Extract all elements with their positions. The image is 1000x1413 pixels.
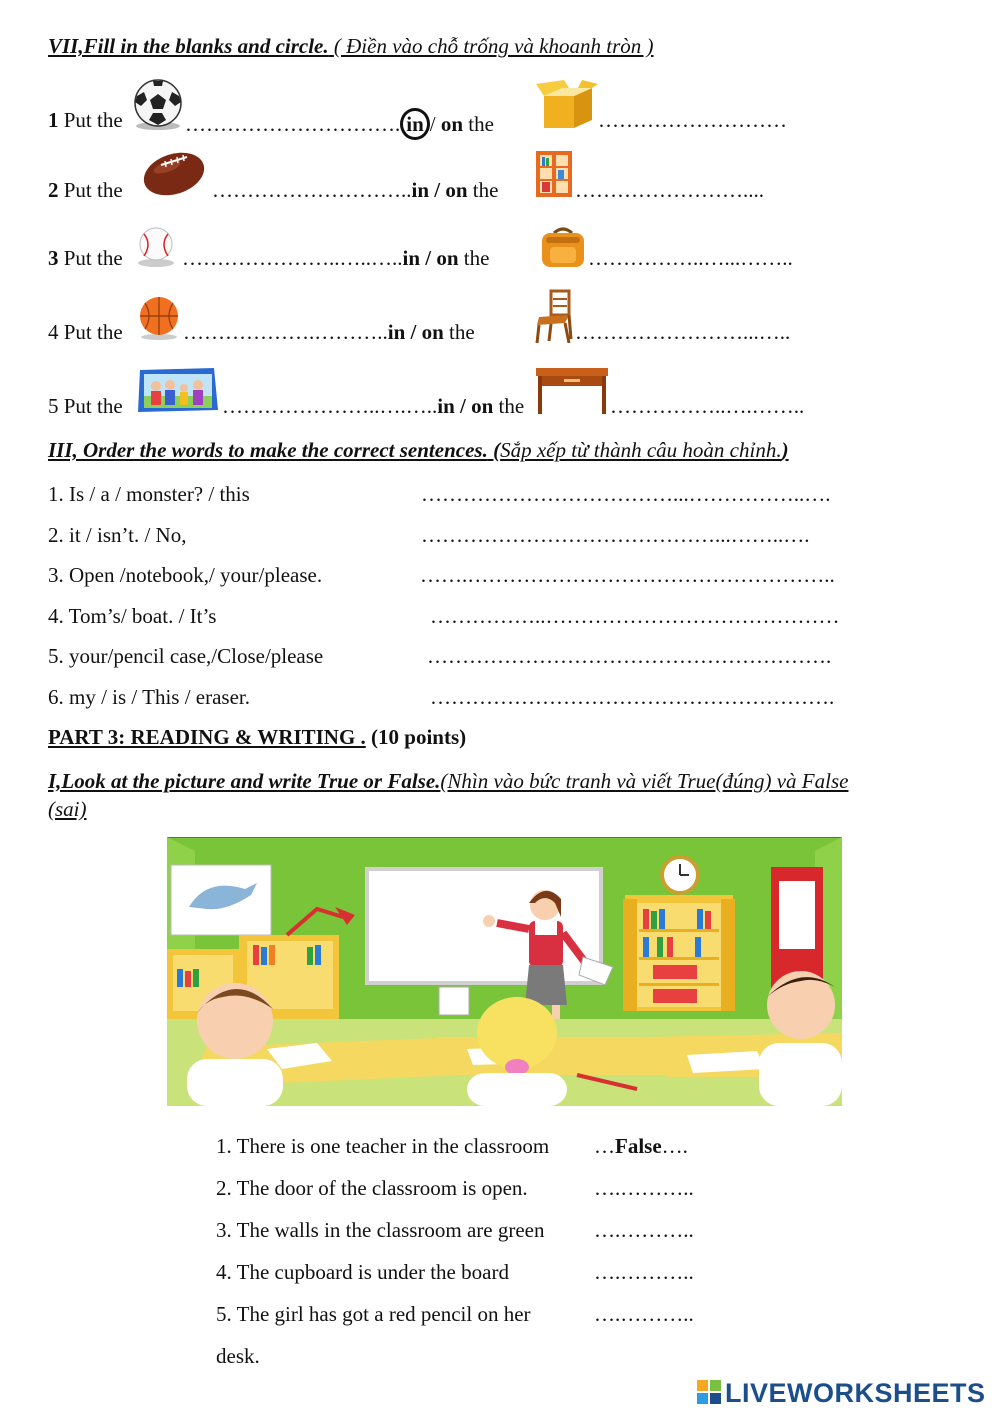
word-the: the bbox=[498, 394, 525, 418]
part3-title: PART 3: READING & WRITING . bbox=[48, 725, 366, 749]
row-number: 4 bbox=[48, 320, 59, 344]
tf-question-text: 3. The walls in the classroom are green bbox=[216, 1218, 545, 1242]
liveworksheets-logo bbox=[725, 1378, 986, 1409]
desk-icon bbox=[534, 364, 610, 416]
paren-open: ( bbox=[487, 438, 501, 462]
word-the: the bbox=[463, 246, 490, 270]
row2-text bbox=[212, 178, 498, 203]
row1-text bbox=[185, 108, 494, 140]
order-item-1 bbox=[48, 482, 250, 507]
part3-heading bbox=[48, 725, 466, 750]
answer-blank[interactable]: …………………..….….. bbox=[222, 394, 438, 418]
row5-answer-blank[interactable] bbox=[610, 394, 804, 419]
order-item-5 bbox=[48, 644, 323, 669]
option-in-on[interactable]: in / on bbox=[437, 394, 494, 418]
row4-answer-blank[interactable] bbox=[575, 320, 790, 345]
order-answer-1[interactable] bbox=[421, 482, 831, 507]
rugby-ball-icon bbox=[141, 148, 207, 200]
basketball-icon bbox=[136, 296, 182, 342]
order-answer-5[interactable] bbox=[427, 644, 831, 669]
schoolbag-icon bbox=[538, 225, 588, 269]
order-prompt: 2. it / isn’t. / No, bbox=[48, 523, 187, 547]
tf-question-text: 5. The girl has got a red pencil on her bbox=[216, 1302, 531, 1326]
tf-question-3 bbox=[216, 1218, 545, 1243]
section-vii-title-vn: ( Điền vào chỗ trống và khoanh tròn ) bbox=[333, 34, 654, 58]
option-in-on[interactable]: in / on bbox=[387, 320, 444, 344]
row4-text bbox=[183, 320, 475, 345]
row-number: 1 bbox=[48, 108, 59, 132]
section-i-title-vn: (Nhìn vào bức tranh và viết True(đúng) và False bbox=[440, 769, 849, 793]
answer-blank[interactable]: ….……….. bbox=[594, 1218, 694, 1242]
cupboard bbox=[623, 895, 735, 1011]
row1-answer-blank[interactable] bbox=[598, 108, 787, 133]
baseball-icon bbox=[134, 226, 178, 268]
answer-blank[interactable]: ……………..…...…….. bbox=[588, 246, 793, 270]
order-item-3 bbox=[48, 563, 322, 588]
answer-blank[interactable]: ……………………………………...……..…. bbox=[421, 523, 810, 547]
answer-blank[interactable]: ……………….……….. bbox=[183, 320, 388, 344]
tf-question-5-cont bbox=[216, 1344, 260, 1369]
answer-blank[interactable]: …………………..…..….. bbox=[182, 246, 403, 270]
tf-question-text: 1. There is one teacher in the classroom bbox=[216, 1134, 550, 1158]
answer-blank[interactable]: …….…………………………………………….. bbox=[420, 563, 835, 587]
row-lead: Put the bbox=[63, 320, 123, 344]
option-in-on[interactable]: in / on bbox=[402, 246, 459, 270]
tf-question-text: desk. bbox=[216, 1344, 260, 1368]
tf-answer-2[interactable] bbox=[594, 1176, 694, 1201]
answer-pre: … bbox=[594, 1134, 615, 1158]
answer-blank[interactable]: ………………………………...……………..…. bbox=[421, 482, 831, 506]
row2-answer-blank[interactable] bbox=[575, 178, 764, 203]
fill-row-1 bbox=[48, 108, 123, 133]
answer-blank[interactable]: …………………………………………………. bbox=[430, 685, 835, 709]
order-prompt: 6. my / is / This / eraser. bbox=[48, 685, 251, 709]
row-lead: Put the bbox=[63, 108, 123, 132]
row-number: 2 bbox=[48, 178, 59, 202]
row-lead: Put the bbox=[63, 246, 123, 270]
answer-blank[interactable]: …………………….... bbox=[575, 178, 764, 202]
fill-row-2 bbox=[48, 178, 123, 203]
answer-blank[interactable]: …………………………. bbox=[185, 112, 401, 136]
answer-blank[interactable]: ……………..….…….. bbox=[610, 394, 805, 418]
section-i-header bbox=[48, 769, 848, 794]
whiteboard bbox=[367, 869, 601, 983]
tf-question-5 bbox=[216, 1302, 531, 1327]
fill-row-4 bbox=[48, 320, 123, 345]
answer-blank[interactable]: ….……….. bbox=[594, 1176, 694, 1200]
section-iii-header bbox=[48, 438, 789, 463]
tf-question-2 bbox=[216, 1176, 528, 1201]
row-lead: Put the bbox=[63, 178, 123, 202]
word-the: the bbox=[468, 112, 494, 136]
row5-text bbox=[222, 394, 524, 419]
liveworksheets-logo-icon bbox=[697, 1380, 721, 1404]
order-item-4 bbox=[48, 604, 216, 629]
order-prompt: 4. Tom’s/ boat. / It’s bbox=[48, 604, 217, 628]
section-i-title-vn-2: (sai) bbox=[48, 797, 87, 821]
row-number: 5 bbox=[48, 394, 59, 418]
tf-question-4 bbox=[216, 1260, 509, 1285]
row-number: 3 bbox=[48, 246, 59, 270]
option-on[interactable]: on bbox=[440, 112, 464, 136]
answer-blank[interactable]: ….……….. bbox=[594, 1302, 694, 1326]
order-prompt: 3. Open /notebook,/ your/please. bbox=[48, 563, 323, 587]
answer-post: …. bbox=[661, 1134, 688, 1158]
classroom-picture bbox=[167, 837, 842, 1106]
order-item-6 bbox=[48, 685, 250, 710]
part3-points: (10 points) bbox=[365, 725, 467, 749]
answer-blank[interactable]: ……………………...….. bbox=[575, 320, 791, 344]
section-iii-title: III, Order the words to make the correct sentences. bbox=[48, 438, 488, 462]
logo-text: LIVEWORKSHEETS bbox=[725, 1378, 986, 1408]
answer-blank[interactable]: ……………..…………………………………… bbox=[430, 604, 840, 628]
answer-blank[interactable]: ….……….. bbox=[594, 1260, 694, 1284]
tf-answer-4[interactable] bbox=[594, 1260, 694, 1285]
fill-row-3 bbox=[48, 246, 123, 271]
paren-close: ) bbox=[781, 438, 789, 462]
order-prompt: 5. your/pencil case,/Close/please bbox=[48, 644, 324, 668]
tf-question-text: 4. The cupboard is under the board bbox=[216, 1260, 509, 1284]
section-i-title: I,Look at the picture and write True or False. bbox=[48, 769, 441, 793]
tf-answer-3[interactable] bbox=[594, 1218, 694, 1243]
chair-icon bbox=[535, 289, 573, 343]
word-the: the bbox=[472, 178, 499, 202]
order-answer-4[interactable] bbox=[430, 604, 840, 629]
box-icon bbox=[534, 78, 600, 130]
section-vii-header bbox=[48, 34, 654, 59]
tf-answer-5[interactable] bbox=[594, 1302, 694, 1327]
section-iii-title-vn: Sắp xếp từ thành câu hoàn chỉnh. bbox=[500, 438, 782, 462]
option-in-on[interactable]: in / on bbox=[411, 178, 468, 202]
answer-value[interactable]: False bbox=[615, 1134, 662, 1158]
bookcase-icon bbox=[535, 150, 573, 198]
order-answer-6[interactable] bbox=[430, 685, 834, 710]
order-item-2 bbox=[48, 523, 186, 548]
section-vii-title: VII,Fill in the blanks and circle. bbox=[48, 34, 329, 58]
order-answer-2[interactable] bbox=[421, 523, 810, 548]
section-i-header-line2 bbox=[48, 797, 87, 822]
answer-blank[interactable]: ……………………… bbox=[598, 108, 787, 132]
row-lead: Put the bbox=[63, 394, 123, 418]
order-answer-3[interactable] bbox=[420, 563, 835, 588]
slash: / bbox=[429, 112, 436, 136]
order-prompt: 1. Is / a / monster? / this bbox=[48, 482, 250, 506]
tf-question-text: 2. The door of the classroom is open. bbox=[216, 1176, 528, 1200]
circled-answer[interactable]: in bbox=[400, 108, 430, 140]
word-the: the bbox=[449, 320, 475, 344]
tf-question-1 bbox=[216, 1134, 549, 1159]
answer-blank[interactable]: …………………………………………………. bbox=[427, 644, 832, 668]
tf-answer-1[interactable] bbox=[594, 1134, 688, 1159]
soccer-ball-icon bbox=[131, 78, 185, 132]
photo-frame-icon bbox=[136, 366, 220, 414]
fill-row-5 bbox=[48, 394, 123, 419]
row3-answer-blank[interactable] bbox=[588, 246, 793, 271]
row3-text bbox=[182, 246, 489, 271]
answer-blank[interactable]: ……………………….. bbox=[212, 178, 412, 202]
wastebasket bbox=[439, 987, 469, 1015]
